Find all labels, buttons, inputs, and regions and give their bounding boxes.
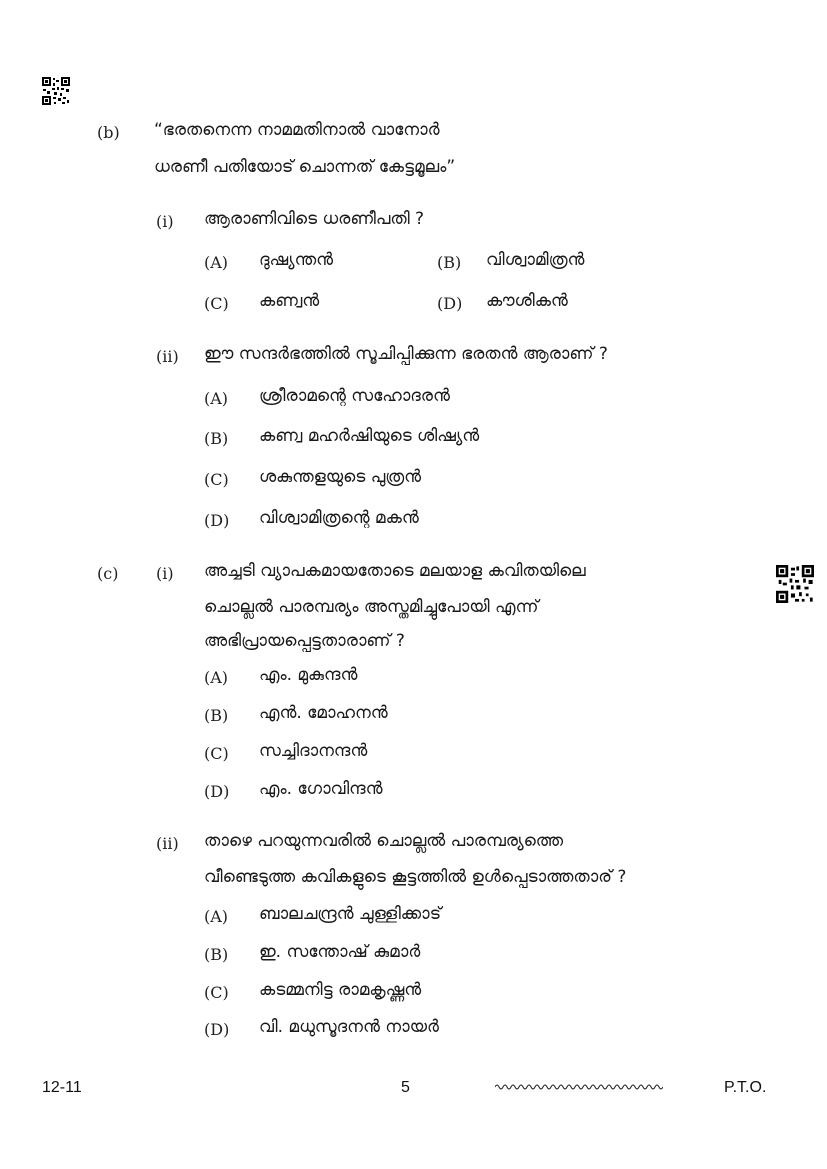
option-text: വിശ്വാമിത്രൻ	[486, 250, 585, 270]
question-b-i-label: (i)	[156, 212, 174, 231]
question-c-ii-line1: താഴെ പറയുന്നവരിൽ ചൊല്ലൽ പാരമ്പര്യത്തെ	[204, 831, 564, 851]
question-c-i-line3: അഭിപ്രായപ്പെട്ടതാരാണ് ?	[204, 631, 405, 651]
question-c-label: (c)	[97, 564, 119, 583]
option-text: ദുഷ്യന്തൻ	[259, 250, 333, 270]
option-text: ശകുന്തളയുടെ പുത്രൻ	[259, 467, 422, 487]
question-b-ii-label: (ii)	[156, 347, 179, 366]
wavy-line-icon	[495, 1082, 663, 1092]
option-label: (A)	[204, 907, 229, 926]
question-b-ii-text: ഈ സന്ദർഭത്തിൽ സൂചിപ്പിക്കുന്ന ഭരതൻ ആരാണ് ?	[204, 344, 608, 364]
option-text: ഇ. സന്തോഷ് കുമാർ	[259, 942, 421, 962]
option-label: (B)	[204, 945, 229, 964]
option-label: (B)	[437, 253, 462, 272]
please-turn-over: P.T.O.	[724, 1079, 767, 1096]
option-text: എം. മുകുന്ദൻ	[259, 665, 358, 685]
option-label: (D)	[204, 782, 230, 801]
option-label: (C)	[204, 470, 229, 489]
question-c-i-line2: ചൊല്ലൽ പാരമ്പര്യം അസ്തമിച്ചുപോയി എന്ന്	[204, 597, 539, 617]
question-c-ii-label: (ii)	[156, 834, 179, 853]
option-label: (B)	[204, 706, 229, 725]
option-label: (C)	[204, 294, 229, 313]
option-text: വിശ്വാമിത്രന്റെ മകൻ	[259, 508, 419, 528]
option-text: എം. ഗോവിന്ദൻ	[259, 779, 383, 799]
option-label: (D)	[437, 294, 463, 313]
option-text: കൗശികൻ	[486, 291, 568, 311]
option-label: (C)	[204, 983, 229, 1002]
question-c-ii-line2: വീണ്ടെടുത്ത കവികളുടെ കൂട്ടത്തിൽ ഉൾപ്പെടാത്തതാര് ?	[204, 867, 627, 887]
paper-code: 12-11	[42, 1079, 82, 1096]
option-label: (D)	[204, 511, 230, 530]
question-b-quote-line1: “ഭരതനെന്ന നാമമതിനാൽ വാനോർ	[154, 120, 440, 140]
option-text: കണ്വൻ	[259, 291, 320, 311]
question-b-label: (b)	[97, 123, 120, 142]
option-label: (A)	[204, 389, 229, 408]
option-label: (D)	[204, 1020, 230, 1039]
option-label: (A)	[204, 253, 229, 272]
option-text: ശ്രീരാമന്റെ സഹോദരൻ	[259, 386, 450, 406]
question-b-i-text: ആരാണിവിടെ ധരണീപതി ?	[204, 209, 425, 229]
option-text: സച്ചിദാനന്ദൻ	[259, 741, 368, 761]
qr-code-top-left-icon	[42, 77, 70, 105]
option-label: (B)	[204, 429, 229, 448]
question-c-i-label: (i)	[156, 564, 174, 583]
option-text: കടമ്മനിട്ട രാമകൃഷ്ണൻ	[259, 980, 422, 1000]
option-text: ബാലചന്ദ്രൻ ചുള്ളിക്കാട്	[259, 904, 442, 924]
question-c-i-line1: അച്ചടി വ്യാപകമായതോടെ മലയാള കവിതയിലെ	[204, 561, 586, 581]
page-number: 5	[401, 1079, 410, 1096]
option-label: (C)	[204, 744, 229, 763]
qr-code-right-margin-icon	[776, 565, 814, 603]
option-text: കണ്വ മഹർഷിയുടെ ശിഷ്യൻ	[259, 426, 480, 446]
option-text: എൻ. മോഹനൻ	[259, 703, 388, 723]
question-b-quote-line2: ധരണീ പതിയോട് ചൊന്നത് കേട്ടമൂലം”	[154, 157, 456, 177]
option-label: (A)	[204, 668, 229, 687]
option-text: വി. മധുസൂദനൻ നായർ	[259, 1017, 439, 1037]
